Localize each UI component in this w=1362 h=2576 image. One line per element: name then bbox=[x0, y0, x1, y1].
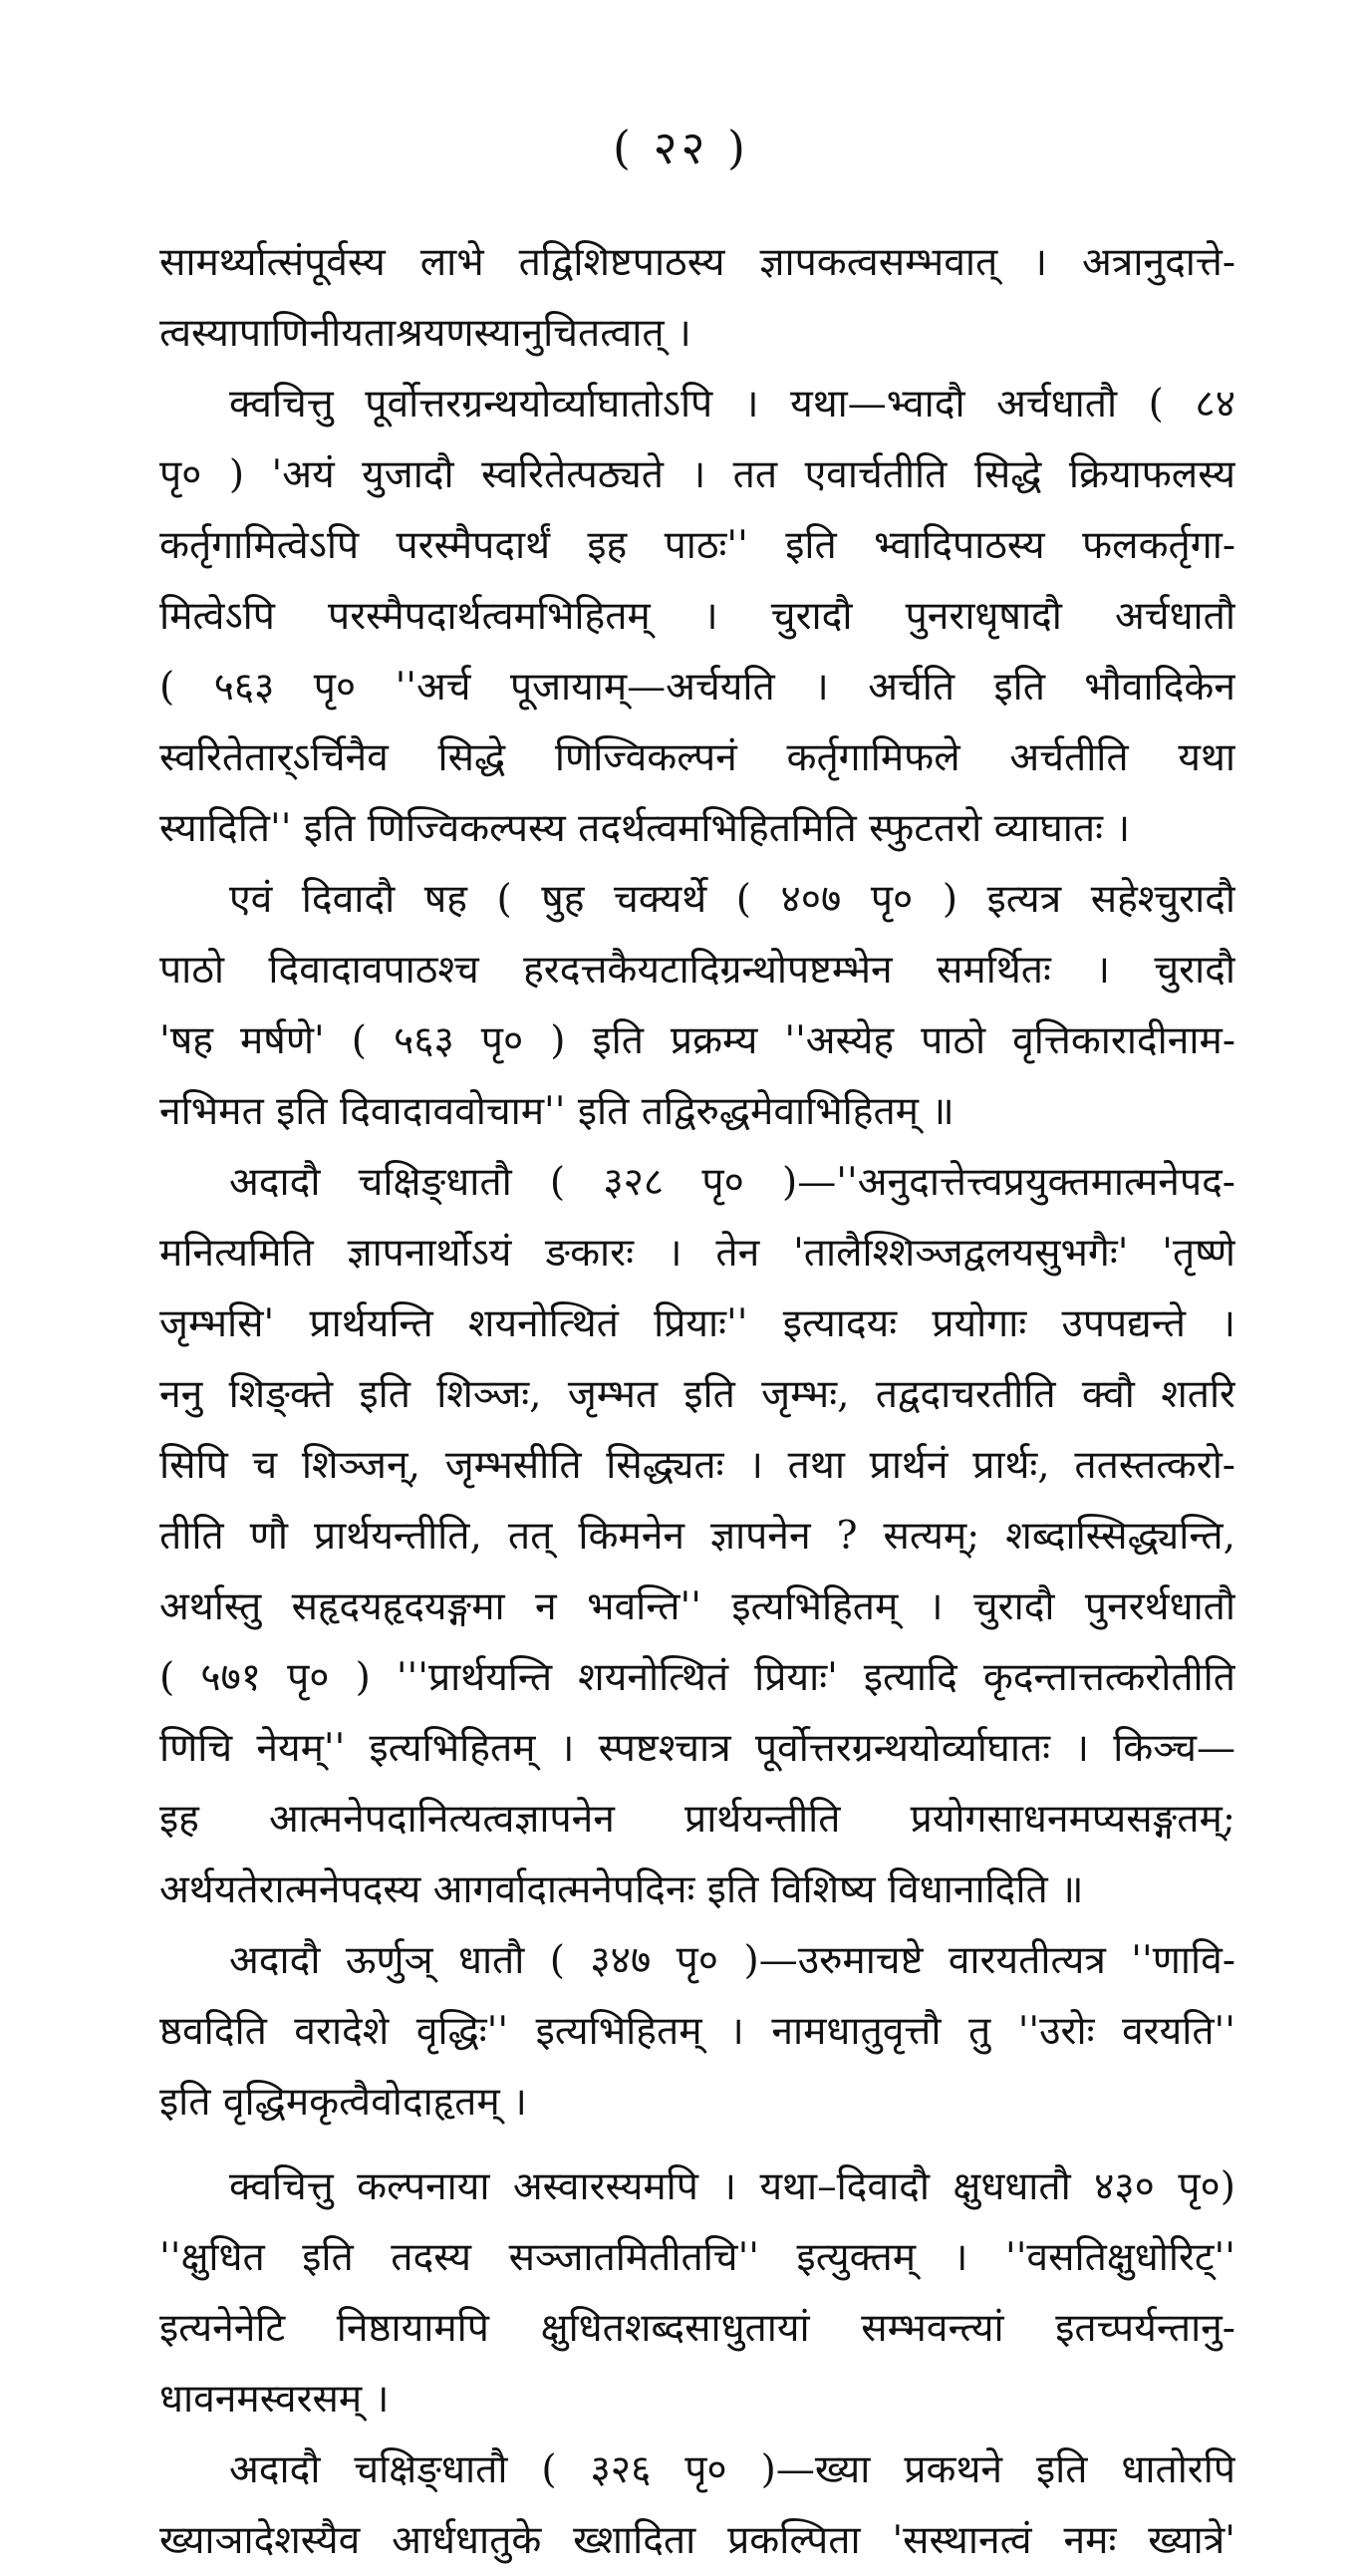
text-line: णिचि नेयम्'' इत्यभिहितम् । स्पष्टश्चात्र पूर्वोत्तरग्रन्थयोर्व्याघातः । किञ्च— bbox=[159, 1726, 1235, 1771]
text-line: सामर्थ्यात्संपूर्वस्य लाभे तद्विशिष्टपाठस्य ज्ञापकत्वसम्भवात् । अत्रानुदात्ते- bbox=[159, 240, 1235, 285]
text-line: क्वचित्तु कल्पनाया अस्वारस्यमपि । यथा–दिवादौ क्षुधधातौ ४३० पृ०) bbox=[229, 2164, 1235, 2209]
text-line: जृम्भसि' प्रार्थयन्ति शयनोत्थितं प्रियाः'' इत्यादयः प्रयोगाः उपपद्यन्ते । bbox=[159, 1301, 1235, 1346]
paragraph-5 bbox=[159, 1925, 1235, 2138]
text-line: ननु शिङ्क्ते इति शिञ्जः, जृम्भत इति जृम्भः, तद्वदाचरतीति क्वौ शतरि bbox=[159, 1372, 1235, 1417]
paragraph-gap bbox=[159, 2138, 1235, 2151]
text-line: अदादौ ऊर्णुञ् धातौ ( ३४७ पृ० )—उरुमाचष्टे वारयतीत्यत्र ''णावि- bbox=[229, 1938, 1235, 1983]
text-line: ( ५७१ पृ० ) '''प्रार्थयन्ति शयनोत्थितं प्रियाः' इत्यादि कृदन्तात्तत्करोतीति bbox=[159, 1655, 1235, 1700]
text-line: सिपि च शिञ्जन्, जृम्भसीति सिद्ध्यतः । तथा प्रार्थनं प्रार्थः, ततस्तत्करो- bbox=[159, 1443, 1235, 1488]
text-line: स्वरितेतार्ऽर्चिनैव सिद्धे णिज्विकल्पनं कर्तृगामिफले अर्चतीति यथा bbox=[159, 735, 1235, 780]
text-line: पृ० ) 'अयं युजादौ स्वरितेत्पठ्यते । तत एवार्चतीति सिद्धे क्रियाफलस्य bbox=[159, 452, 1235, 497]
text-line: क्वचित्तु पूर्वोत्तरग्रन्थयोर्व्याघातोऽपि । यथा—भ्वादौ अर्चधातौ ( ८४ bbox=[229, 382, 1235, 427]
text-body bbox=[159, 227, 1235, 2576]
paragraph-7 bbox=[159, 2434, 1235, 2576]
text-line: कर्तृगामित्वेऽपि परस्मैपदार्थं इह पाठः'' इति भ्वादिपाठस्य फलकर्तृगा- bbox=[159, 523, 1235, 568]
text-line: इत्यनेनेटि निष्ठायामपि क्षुधितशब्दसाधुतायां सम्भवन्त्यां इतच्पर्यन्तानु- bbox=[159, 2306, 1235, 2351]
text-line: तीति णौ प्रार्थयन्तीति, तत् किमनेन ज्ञापनेन ? सत्यम्; शब्दास्सिद्ध्यन्ति, bbox=[159, 1514, 1235, 1559]
paragraph-4 bbox=[159, 1147, 1235, 1925]
text-line: एवं दिवादौ षह ( षुह चक्यर्थे ( ४०७ पृ० ) इत्यत्र सहेश्चुरादौ bbox=[229, 877, 1235, 922]
text-line: अदादौ चक्षिङ्धातौ ( ३२६ पृ० )—ख्या प्रकथने इति धातोरपि bbox=[229, 2447, 1235, 2492]
text-line: त्वस्यापाणिनीयताश्रयणस्यानुचितत्वात् । bbox=[159, 311, 691, 356]
text-line: इह आत्मनेपदानित्यत्वज्ञापनेन प्रार्थयन्तीति प्रयोगसाधनमप्यसङ्गतम्; bbox=[159, 1797, 1235, 1842]
page-number: ( २२ ) bbox=[613, 121, 749, 174]
text-line: मित्वेऽपि परस्मैपदार्थत्वमभिहितम् । चुरादौ पुनराधृषादौ अर्चधातौ bbox=[159, 594, 1235, 639]
text-line: स्यादिति'' इति णिज्विकल्पस्य तदर्थत्वमभिहितमिति स्फुटतरो व्याघातः । bbox=[159, 806, 1131, 851]
text-line: मनित्यमिति ज्ञापनार्थोऽयं ङकारः । तेन 'तालैश्शिञ्जद्वलयसुभगैः' 'तृष्णे bbox=[159, 1231, 1235, 1276]
text-line: अदादौ चक्षिङ्धातौ ( ३२८ पृ० )—''अनुदात्तेत्त्वप्रयुक्तमात्मनेपद- bbox=[229, 1160, 1235, 1205]
text-line: नभिमत इति दिवादाववोचाम'' इति तद्विरुद्धमेवाभिहितम् ॥ bbox=[159, 1089, 954, 1134]
text-line: अर्थयतेरात्मनेपदस्य आगर्वादात्मनेपदिनः इति विशिष्य विधानादिति ॥ bbox=[159, 1867, 1084, 1912]
text-line: 'षह मर्षणे' ( ५६३ पृ० ) इति प्रक्रम्य ''अस्येह पाठो वृत्तिकारादीनाम- bbox=[159, 1018, 1235, 1063]
paragraph-3 bbox=[159, 864, 1235, 1147]
text-line: ( ५६३ पृ० ''अर्च पूजायाम्—अर्चयति । अर्चति इति भौवादिकेन bbox=[159, 665, 1235, 710]
text-line: पाठो दिवादावपाठश्च हरदत्तकैयटादिग्रन्थोपष्टम्भेन समर्थितः । चुरादौ bbox=[159, 948, 1235, 993]
text-line: ष्ठवदिति वरादेशे वृद्धिः'' इत्यभिहितम् । नामधातुवृत्तौ तु ''उरोः वरयति'' bbox=[159, 2009, 1235, 2054]
text-line: अर्थास्तु सहृदयहृदयङ्गमा न भवन्ति'' इत्यभिहितम् । चुरादौ पुनरर्थधातौ bbox=[159, 1584, 1235, 1629]
paragraph-6 bbox=[159, 2151, 1235, 2434]
text-line: ''क्षुधित इति तदस्य सञ्जातमितीतचि'' इत्युक्तम् । ''वसतिक्षुधोरिट्'' bbox=[159, 2235, 1235, 2280]
text-line: ख्याञादेशस्यैव आर्धधातुके ख्शादिता प्रकल्पिता 'सस्थानत्वं नमः ख्यात्रे' bbox=[159, 2518, 1235, 2563]
paragraph-1 bbox=[159, 227, 1235, 369]
paragraph-2 bbox=[159, 369, 1235, 864]
text-line: इति वृद्धिमकृत्वैवोदाहृतम् । bbox=[159, 2080, 527, 2125]
text-line: धावनमस्वरसम् । bbox=[159, 2377, 390, 2422]
